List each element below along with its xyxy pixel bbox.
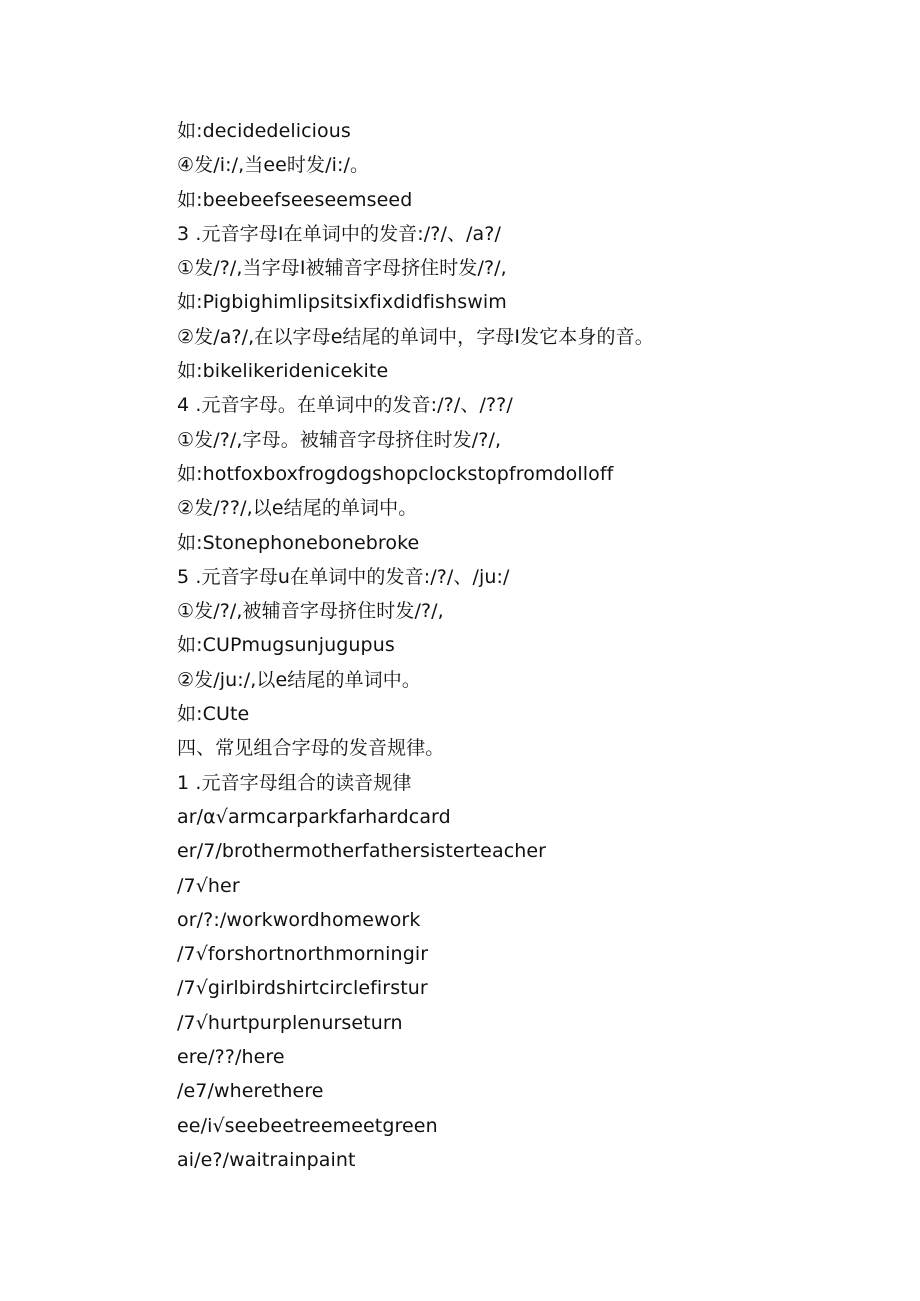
text-line: ere/??/here: [177, 1046, 285, 1069]
text-line: 如:beebeefseeseemseed: [177, 188, 413, 211]
text-line: 如:CUte: [177, 703, 250, 726]
text-line: 如:bikelikeridenicekite: [177, 360, 389, 383]
text-line: 如:CUPmugsunjugupus: [177, 634, 395, 657]
text-line: 1 .元音字母组合的读音规律: [177, 771, 412, 794]
text-line: ①发/?/,字母。被辅音字母挤住时发/?/,: [177, 428, 502, 451]
text-line: ②发/??/,以e结尾的单词中。: [177, 497, 418, 520]
text-line: ai/e?/waitrainpaint: [177, 1148, 356, 1171]
text-line: ee∕i√seebeetreemeetgreen: [177, 1114, 438, 1137]
text-line: ④发/i:/,当ee时发/i:/。: [177, 154, 370, 177]
text-line: ∕7√hurtpurplenurseturn: [177, 1011, 403, 1034]
text-line: 4 .元音字母。在单词中的发音:/?/、/??/: [177, 394, 513, 417]
text-line: ∕7√forshortnorthmorningir: [177, 943, 429, 966]
text-line: ∕e7∕wherethere: [177, 1080, 324, 1103]
text-line: 如:hotfoxboxfrogdogshopclockstopfromdolloff: [177, 462, 614, 485]
text-line: ar∕α√armcarparkfarhardcard: [177, 805, 451, 828]
text-line: ①发/?/,当字母I被辅音字母挤住时发/?/,: [177, 257, 507, 280]
text-line: 如:Pigbighimlipsitsixfixdidfishswim: [177, 291, 507, 314]
text-line: 5 .元音字母u在单词中的发音:/?/、/ju:/: [177, 565, 510, 588]
text-line: 如:decidedelicious: [177, 120, 351, 142]
text-line: 3 .元音字母I在单词中的发音:/?/、/a?/: [177, 222, 501, 245]
text-line: ∕7√girlbirdshirtcirclefirstur: [177, 977, 428, 1000]
text-line: ②发/ju:/,以e结尾的单词中。: [177, 668, 421, 691]
text-line: 如:Stonephonebonebroke: [177, 531, 420, 554]
text-line: ∕7√her: [177, 874, 240, 897]
text-line: er∕7∕brothermotherfathersisterteacher: [177, 840, 547, 863]
text-line: or/?:/workwordhomework: [177, 908, 421, 931]
section-heading: 四、常见组合字母的发音规律。: [177, 737, 445, 760]
text-body: [177, 114, 877, 1177]
text-line: ②发/a?/,在以字母e结尾的单词中，字母I发它本身的音。: [177, 325, 654, 348]
text-line: ①发/?/,被辅音字母挤住时发/?/,: [177, 600, 444, 623]
